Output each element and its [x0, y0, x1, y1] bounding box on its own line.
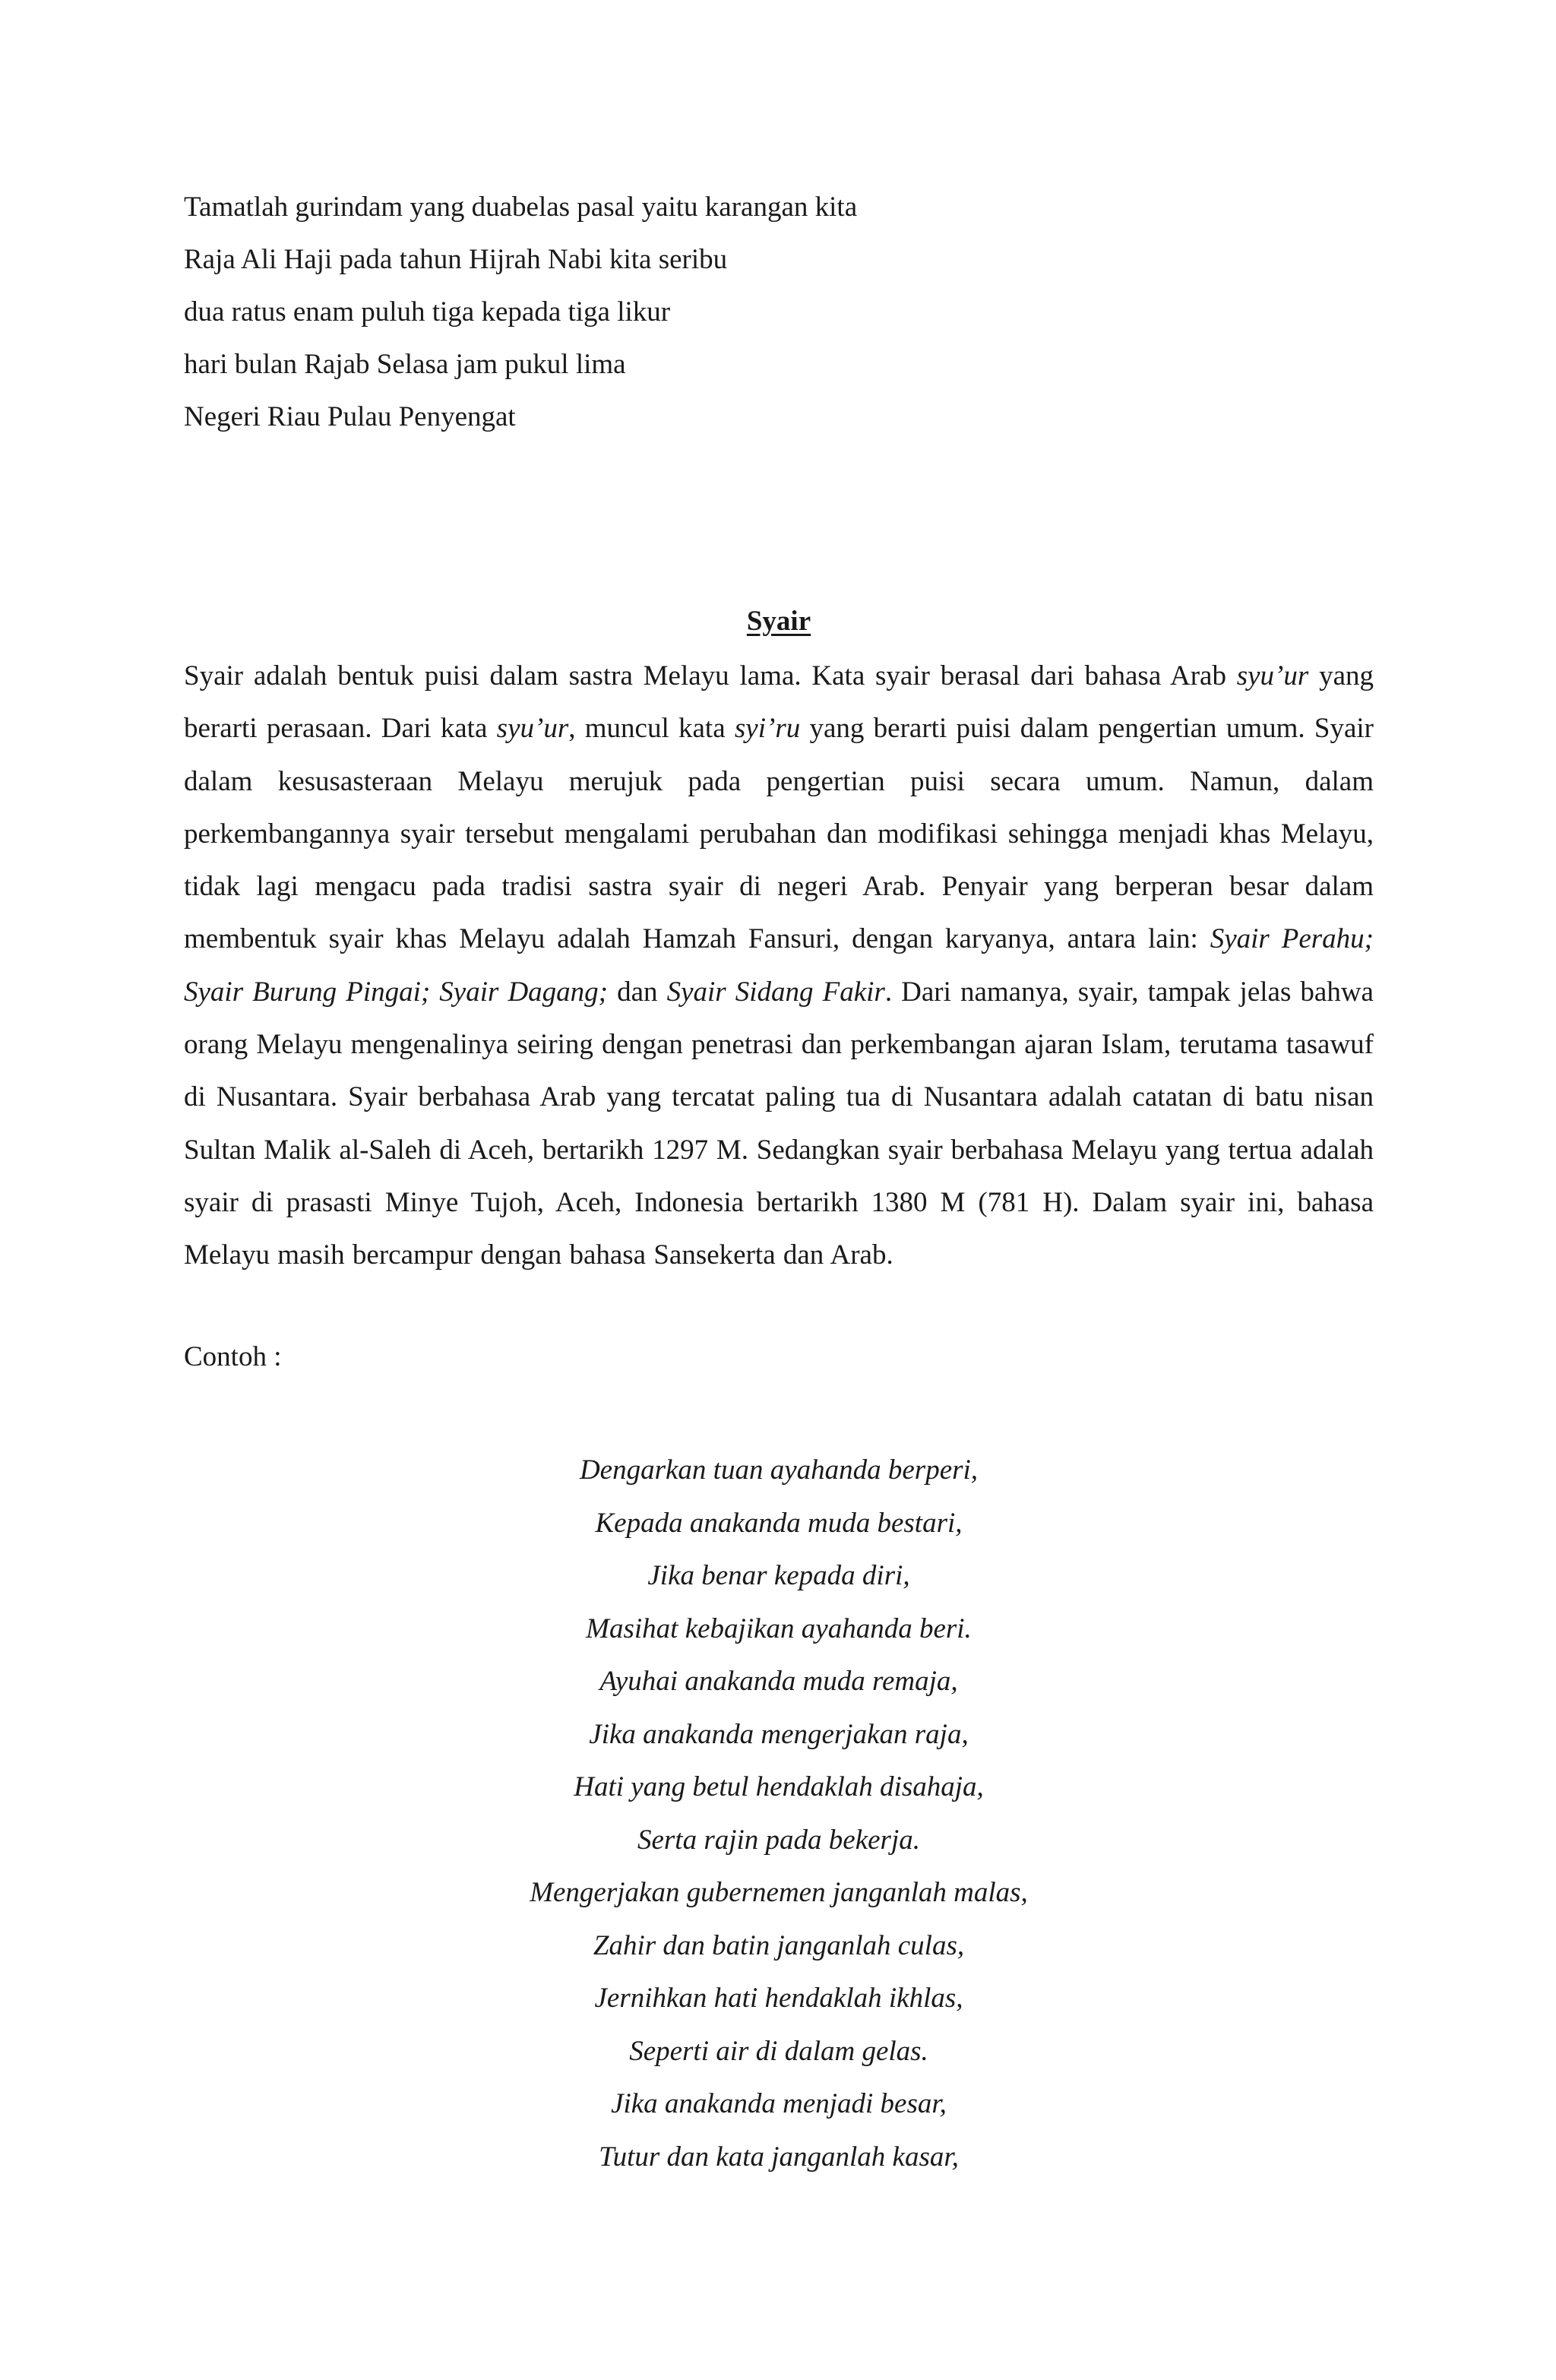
poem-line: Jika anakanda mengerjakan raja, — [589, 1718, 969, 1750]
closing-line: dua ratus enam puluh tiga kepada tiga likur — [184, 296, 671, 328]
syair-poem — [184, 1444, 1374, 2183]
poem-line: Zahir dan batin janganlah culas, — [593, 1929, 965, 1961]
poem-line: Hati yang betul hendaklah disahaja, — [574, 1771, 984, 1802]
italic-term: syi’ru — [734, 713, 801, 745]
closing-line: Tamatlah gurindam yang duabelas pasal yaitu karangan kita — [184, 191, 858, 223]
paragraph-text: dan — [608, 976, 667, 1008]
poem-line: Masihat kebajikan ayahanda beri. — [586, 1613, 972, 1644]
paragraph-text: yang berarti puisi dalam pengertian umum. Syair dalam kesusasteraan Melayu merujuk pada pengertian puisi secara umum. Namun, dalam perkembangannya syair tersebut mengalami perubahan dan modifikasi sehingga menjadi khas Melayu, tidak lagi mengacu pada tradisi sastra syair di negeri Arab. Penyair yang berperan besar dalam membentuk syair khas Melayu adalah Hamzah Fansuri, dengan karyanya, antara lain: — [184, 713, 1374, 955]
italic-term: syu’ur — [1236, 660, 1309, 692]
closing-line: Negeri Riau Pulau Penyengat — [184, 401, 516, 432]
poem-line: Jernihkan hati hendaklah ikhlas, — [594, 1983, 963, 2014]
syair-paragraph — [184, 650, 1374, 1282]
poem-line: Tutur dan kata janganlah kasar, — [599, 2141, 959, 2173]
gurindam-closing-note — [184, 181, 1384, 443]
paragraph-text: yang berarti perasaan. Dari kata — [184, 660, 1374, 745]
poem-line: Serta rajin pada bekerja. — [637, 1824, 920, 1856]
poem-line: Jika benar kepada diri, — [647, 1560, 910, 1591]
poem-line: Ayuhai anakanda muda remaja, — [599, 1666, 958, 1697]
example-label: Contoh : — [184, 1341, 282, 1372]
poem-line: Seperti air di dalam gelas. — [629, 2035, 928, 2067]
italic-work-title: Syair Sidang Fakir — [666, 976, 885, 1008]
closing-line: Raja Ali Haji pada tahun Hijrah Nabi kita seribu — [184, 244, 728, 275]
paragraph-text: Syair adalah bentuk puisi dalam sastra Melayu lama. Kata syair berasal dari bahasa Arab — [184, 660, 1237, 692]
paragraph-text: . Dari namanya, syair, tampak jelas bahwa orang Melayu mengenalinya seiring dengan penetrasi dan perkembangan ajaran Islam, terutama tasawuf di Nusantara. Syair berbahasa Arab yang tercatat paling tua di Nusantara adalah catatan di batu nisan Sultan Malik al-Saleh di Aceh, bertarikh 1297 M. Sedangkan syair berbahasa Melayu yang tertua adalah syair di prasasti Minye Tujoh, Aceh, Indonesia bertarikh 1380 M (781 H). Dalam syair ini, bahasa Melayu masih bercampur dengan bahasa Sansekerta dan Arab. — [184, 976, 1374, 1271]
italic-term: syu’ur — [496, 713, 569, 745]
section-title: Syair — [746, 606, 811, 637]
poem-line: Jika anakanda menjadi besar, — [611, 2088, 947, 2119]
italic-work-titles: Syair Perahu; Syair Burung Pingai; Syair Dagang; — [184, 923, 1374, 1008]
closing-line: hari bulan Rajab Selasa jam pukul lima — [184, 349, 626, 380]
paragraph-text: , muncul kata — [568, 713, 735, 745]
poem-line: Dengarkan tuan ayahanda berperi, — [579, 1454, 979, 1486]
poem-line: Mengerjakan gubernemen janganlah malas, — [530, 1877, 1028, 1908]
poem-line: Kepada anakanda muda bestari, — [595, 1507, 963, 1539]
